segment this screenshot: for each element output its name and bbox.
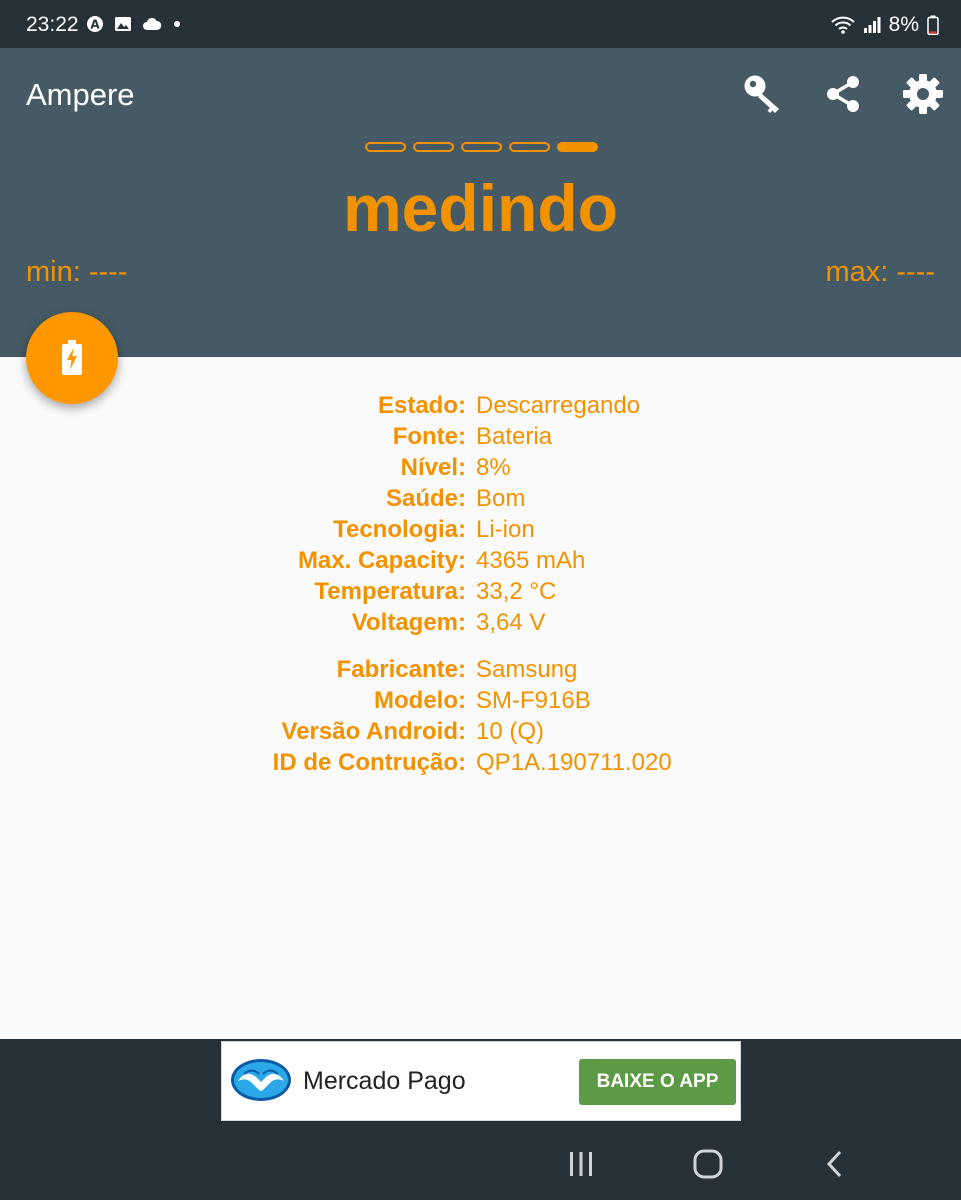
- app-title: Ampere: [26, 77, 135, 112]
- progress-step: [413, 142, 454, 152]
- back-button[interactable]: [813, 1144, 857, 1184]
- image-icon: [114, 15, 132, 33]
- battery-charging-icon: [61, 340, 83, 376]
- ad-install-button[interactable]: BAIXE O APP: [579, 1059, 736, 1105]
- info-row-nivel: [0, 452, 961, 483]
- key-icon: [742, 73, 784, 115]
- battery-info: [0, 390, 961, 778]
- info-label: Max. Capacity:: [297, 546, 466, 574]
- status-right: [831, 13, 939, 37]
- progress-indicator: [365, 142, 598, 152]
- min-value: min: ----: [26, 256, 128, 288]
- info-label: Nível:: [400, 453, 466, 481]
- info-value: Descarregando: [476, 391, 641, 419]
- info-row-estado: [0, 390, 961, 421]
- measurement-status: medindo: [343, 171, 618, 245]
- battery-percent: 8%: [888, 13, 919, 36]
- status-bar: [0, 0, 961, 48]
- info-label: Tecnologia:: [333, 515, 466, 543]
- max-value: max: ----: [825, 256, 935, 288]
- cloud-icon: [142, 16, 162, 32]
- progress-step-active: [557, 142, 598, 152]
- info-row-temperatura: [0, 576, 961, 607]
- info-label: Modelo:: [374, 686, 466, 714]
- info-row-saude: [0, 483, 961, 514]
- info-spacer: [0, 638, 961, 654]
- info-row-voltagem: [0, 607, 961, 638]
- progress-step: [365, 142, 406, 152]
- recents-icon: [566, 1149, 596, 1179]
- back-icon: [823, 1149, 847, 1179]
- info-value: Bateria: [476, 422, 553, 450]
- mercado-pago-logo: [230, 1057, 292, 1103]
- share-icon: [822, 73, 864, 115]
- info-label: ID de Contrução:: [272, 748, 466, 776]
- info-row-modelo: [0, 685, 961, 716]
- info-value: 4365 mAh: [476, 546, 586, 574]
- battery-icon: [927, 15, 939, 35]
- navigation-bar: [0, 1130, 961, 1196]
- status-time: 23:22: [26, 13, 79, 36]
- a-circle-icon: [86, 15, 104, 33]
- info-label: Voltagem:: [351, 608, 466, 636]
- home-icon: [692, 1148, 724, 1180]
- toolbar-actions: [741, 70, 945, 118]
- wifi-icon: [831, 15, 855, 35]
- info-value: 8%: [476, 453, 511, 481]
- notification-icons: [86, 15, 182, 33]
- svg-text:A: A: [90, 17, 100, 32]
- ad-banner[interactable]: [221, 1041, 741, 1121]
- info-row-capacity: [0, 545, 961, 576]
- progress-step: [509, 142, 550, 152]
- info-label: Temperatura:: [314, 577, 466, 605]
- home-button[interactable]: [686, 1144, 730, 1184]
- progress-step: [461, 142, 502, 152]
- info-label: Fonte:: [392, 422, 466, 450]
- settings-button[interactable]: [901, 70, 945, 118]
- key-button[interactable]: [741, 70, 785, 118]
- info-row-fonte: [0, 421, 961, 452]
- gear-icon: [901, 72, 945, 116]
- info-value: Samsung: [476, 655, 578, 683]
- info-value: QP1A.190711.020: [476, 748, 672, 776]
- info-value: 3,64 V: [476, 608, 546, 636]
- info-label: Versão Android:: [281, 717, 466, 745]
- app-bar: [0, 48, 961, 357]
- ad-title: Mercado Pago: [303, 1067, 466, 1095]
- info-value: SM-F916B: [476, 686, 591, 714]
- info-row-tecnologia: [0, 514, 961, 545]
- share-button[interactable]: [821, 70, 865, 118]
- info-row-fabricante: [0, 654, 961, 685]
- info-label: Fabricante:: [336, 655, 466, 683]
- info-row-build: [0, 747, 961, 778]
- info-label: Saúde:: [385, 484, 466, 512]
- info-row-android: [0, 716, 961, 747]
- signal-icon: [863, 16, 881, 34]
- info-value: 10 (Q): [476, 717, 545, 745]
- info-value: Li-ion: [476, 515, 535, 543]
- info-label: Estado:: [377, 391, 466, 419]
- info-value: 33,2 °C: [476, 577, 557, 605]
- dot-icon: [172, 19, 182, 29]
- recents-button[interactable]: [559, 1144, 603, 1184]
- info-value: Bom: [476, 484, 526, 512]
